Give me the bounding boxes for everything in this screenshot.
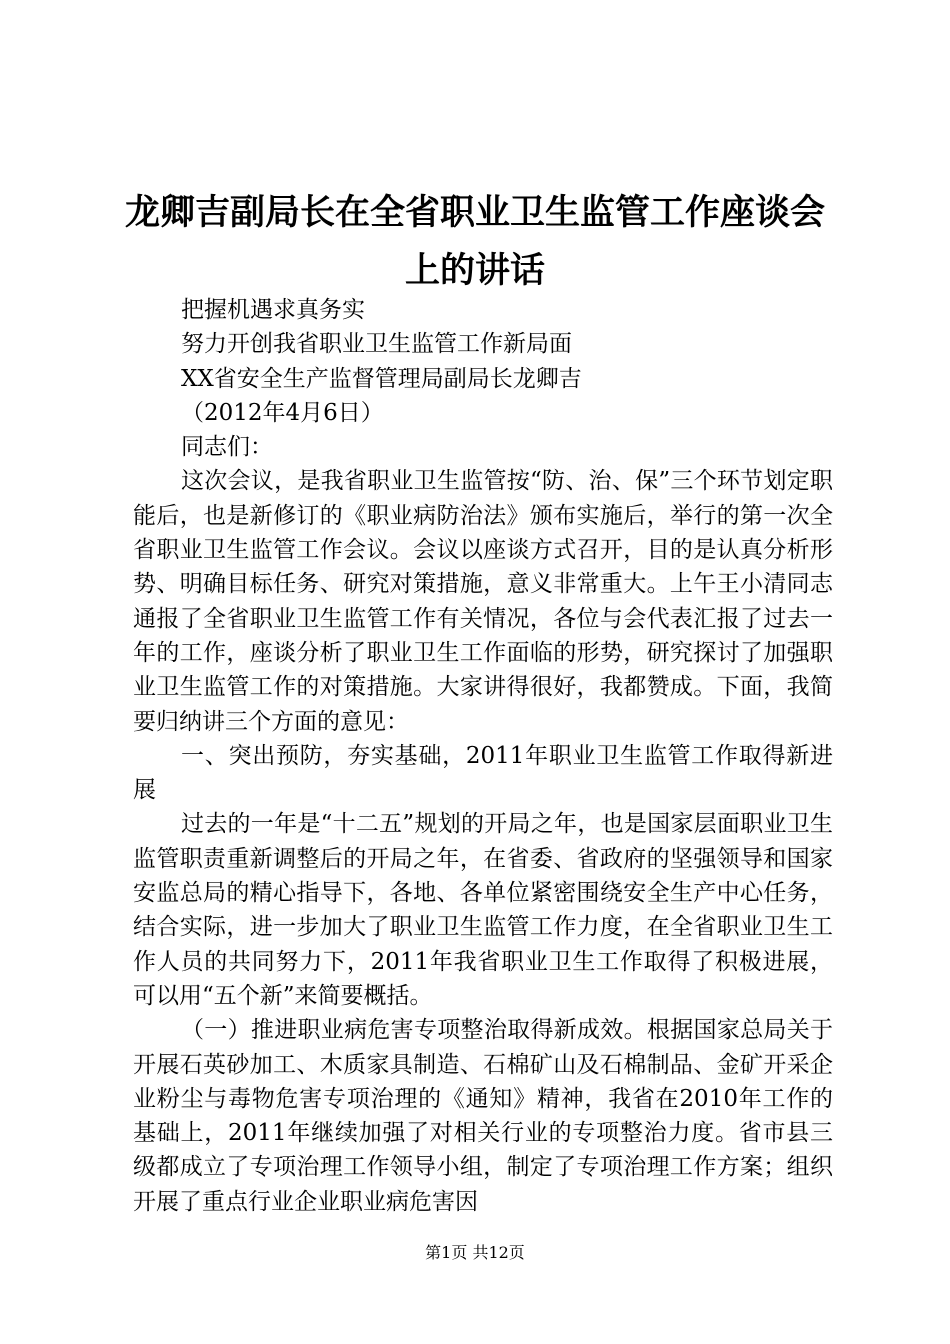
document-body [133,293,833,1219]
section-heading: 一、突出预防，夯实基础，2011年职业卫生监管工作取得新进展 [133,742,833,804]
body-paragraph: 这次会议，是我省职业卫生监管按“防、治、保”三个环节划定职能后，也是新修订的《职业病防治法》颁布实施后，举行的第一次全省职业卫生监管工作会议。会议以座谈方式召开，目的是认真分析形势、明确目标任务、研究对策措施，意义非常重大。上午王小清同志通报了全省职业卫生监管工作有关情况，各位与会代表汇报了过去一年的工作，座谈分析了职业卫生工作面临的形势，研究探讨了加强职业卫生监管工作的对策措施。大家讲得很好，我都赞成。下面，我简要归纳讲三个方面的意见： [133,468,833,735]
subtitle-line-2: 努力开创我省职业卫生监管工作新局面 [181,331,572,358]
body-paragraph: （一）推进职业病危害专项整治取得新成效。根据国家总局关于开展石英砂加工、木质家具制造、石棉矿山及石棉制品、金矿开采企业粉尘与毒物危害专项治理的《通知》精神，我省在2010年工作的基础上，2011年继续加强了对相关行业的专项整治力度。省市县三级都成立了专项治理工作领导小组，制定了专项治理工作方案；组织开展了重点行业企业职业病危害因 [133,1017,833,1215]
salutation: 同志们： [181,434,273,461]
body-paragraph: 过去的一年是“十二五”规划的开局之年，也是国家层面职业卫生监管职责重新调整后的开局之年，在省委、省政府的坚强领导和国家安监总局的精心指导下，各地、各单位紧密围绕安全生产中心任务，结合实际，进一步加大了职业卫生监管工作力度，在全省职业卫生工作人员的共同努力下，2011年我省职业卫生工作取得了积极进展，可以用“五个新”来简要概括。 [133,811,833,1009]
speaker-line: XX省安全生产监督管理局副局长龙卿吉 [181,365,582,392]
document-title: 龙卿吉副局长在全省职业卫生监管工作座谈会上的讲话 [124,193,825,291]
date-line: （2012年4月6日） [181,399,384,426]
page-footer: 第1页 共12页 [425,1243,525,1262]
subtitle-line-1: 把握机遇求真务实 [181,297,365,323]
